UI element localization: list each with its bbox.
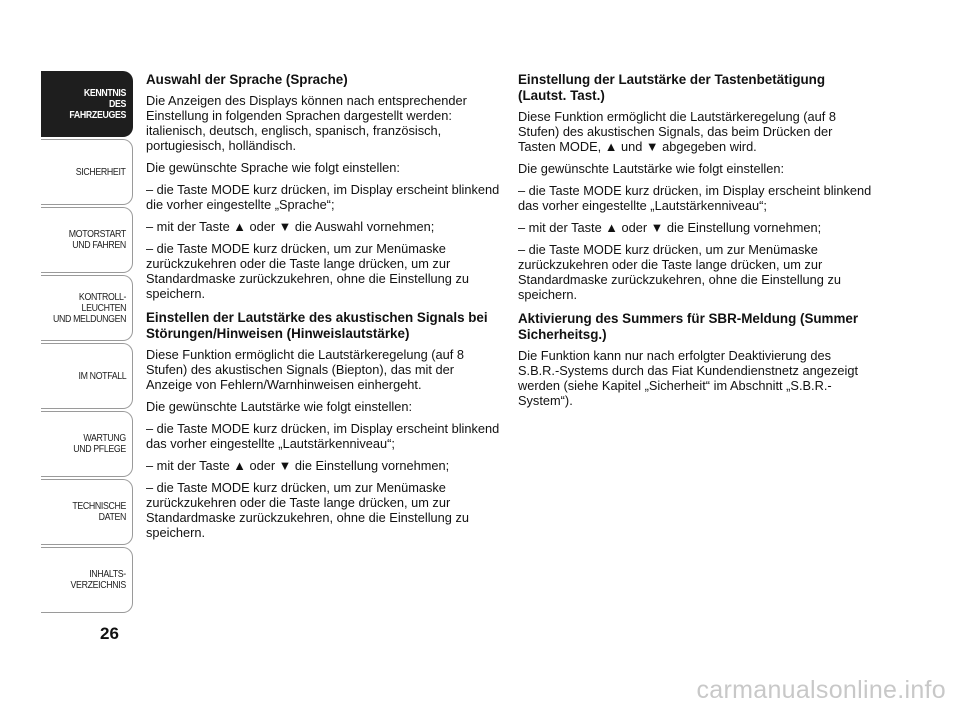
tab-kontrollleuchten-und-meldungen[interactable]	[41, 275, 133, 341]
tab-label: KENNTNIS DES FAHRZEUGES	[69, 87, 126, 121]
paragraph: Die gewünschte Sprache wie folgt einstellen:	[146, 160, 400, 175]
tab-im-notfall[interactable]	[41, 343, 133, 409]
paragraph: – die Taste MODE kurz drücken, um zur Menümaske zurückzukehren oder die Taste lange drücken, um zur Standardmaske zurückzukehren, ohne die Einstellung zu speichern.	[146, 241, 469, 301]
tab-label: WARTUNG UND PFLEGE	[73, 433, 126, 455]
paragraph: Die Funktion kann nur nach erfolgter Deaktivierung des S.B.R.-Systems durch das Fiat Kundendienstnetz angezeigt werden (siehe Kapitel „Sicherheit“ im Abschnitt „S.B.R.-System“).	[518, 348, 859, 408]
chapter-sidebar	[41, 71, 133, 615]
tab-label: INHALTS- VERZEICHNIS	[70, 569, 126, 591]
paragraph: – die Taste MODE kurz drücken, im Display erscheint blinkend das vorher eingestellte „Lautstärkenniveau“;	[518, 183, 872, 213]
tab-wartung-und-pflege[interactable]	[41, 411, 133, 477]
paragraph: – die Taste MODE kurz drücken, im Display erscheint blinkend das vorher eingestellte „Lautstärkenniveau“;	[146, 421, 500, 451]
section-heading: Einstellung der Lautstärke der Tastenbetätigung (Lautst. Tast.)	[518, 72, 826, 103]
tab-label: MOTORSTART UND FAHREN	[68, 229, 126, 251]
right-column	[518, 72, 873, 417]
left-column	[146, 72, 501, 549]
paragraph: – mit der Taste ▲ oder ▼ die Einstellung vornehmen;	[518, 220, 822, 235]
paragraph: Die gewünschte Lautstärke wie folgt einstellen:	[518, 161, 785, 176]
tab-motorstart-und-fahren[interactable]	[41, 207, 133, 273]
paragraph: Diese Funktion ermöglicht die Lautstärkeregelung (auf 8 Stufen) des akustischen Signals (Biepton), das mit der Anzeige von Fehlern/Warnhinweisen einhergeht.	[146, 347, 464, 392]
watermark: carmanualsonline.info	[696, 676, 946, 704]
paragraph: Diese Funktion ermöglicht die Lautstärkeregelung (auf 8 Stufen) des akustischen Signals, das beim Drücken der Tasten MODE, ▲ und ▼ abgegeben wird.	[518, 109, 836, 154]
tab-inhaltsverzeichnis[interactable]	[41, 547, 133, 613]
paragraph: – mit der Taste ▲ oder ▼ die Einstellung vornehmen;	[146, 458, 450, 473]
paragraph: Die Anzeigen des Displays können nach entsprechender Einstellung in folgenden Sprachen dargestellt werden: italienisch, deutsch, englisch, spanisch, französisch, portugiesisch, holländisch.	[146, 93, 467, 153]
section-heading: Auswahl der Sprache (Sprache)	[146, 72, 348, 87]
paragraph: Die gewünschte Lautstärke wie folgt einstellen:	[146, 399, 413, 414]
tab-technische-daten[interactable]	[41, 479, 133, 545]
section-summer-sbr	[518, 311, 873, 408]
tab-label: SICHERHEIT	[76, 166, 126, 178]
paragraph: – mit der Taste ▲ oder ▼ die Auswahl vornehmen;	[146, 219, 435, 234]
section-heading: Einstellen der Lautstärke des akustischen Signals bei Störungen/Hinweisen (Hinweislautstärke)	[146, 310, 488, 341]
paragraph: – die Taste MODE kurz drücken, um zur Menümaske zurückzukehren oder die Taste lange drücken, um zur Standardmaske zurückzukehren, ohne die Einstellung zu speichern.	[518, 242, 841, 302]
tab-sicherheit[interactable]	[41, 139, 133, 205]
section-lautst-tast	[518, 72, 873, 302]
tab-label: IM NOTFALL	[78, 370, 126, 382]
tab-label: KONTROLL- LEUCHTEN UND MELDUNGEN	[52, 291, 126, 325]
paragraph: – die Taste MODE kurz drücken, um zur Menümaske zurückzukehren oder die Taste lange drücken, um zur Standardmaske zurückzukehren, ohne die Einstellung zu speichern.	[146, 480, 469, 540]
page-number: 26	[100, 624, 119, 643]
tab-label: TECHNISCHE DATEN	[72, 501, 126, 523]
section-hinweislautstaerke	[146, 310, 501, 540]
section-heading: Aktivierung des Summers für SBR-Meldung (Summer Sicherheitsg.)	[518, 311, 859, 342]
section-sprache	[146, 72, 501, 301]
tab-kenntnis-des-fahrzeuges[interactable]	[41, 71, 133, 137]
paragraph: – die Taste MODE kurz drücken, im Display erscheint blinkend die vorher eingestellte „Sprache“;	[146, 182, 500, 212]
